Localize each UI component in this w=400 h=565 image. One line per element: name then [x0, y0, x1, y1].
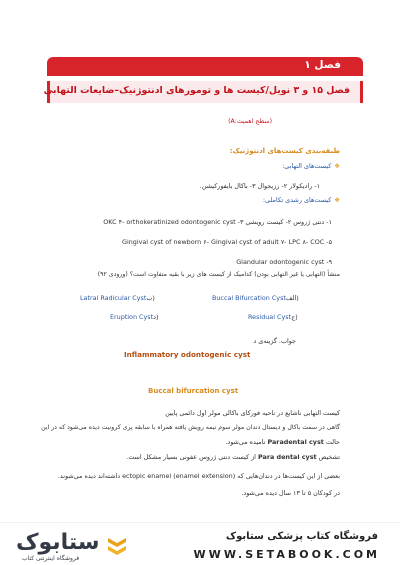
option-c-text: Residual Cyst: [248, 313, 292, 321]
option-c-label: ج): [291, 313, 298, 321]
paragraph-3-c: نامیده می‌شود.: [225, 438, 266, 446]
option-c: [248, 314, 298, 320]
paragraph-2: گاهی در سمت باکال و دیستال دندان مولر سوم نیمه رویش یافته همراه با سابقه پری کرونیت دیده می‌شود که در این: [41, 424, 340, 431]
chapter-bar: [47, 57, 363, 76]
logo-text: ستابوک: [16, 530, 100, 555]
developmental-heading-row: [263, 197, 340, 203]
diamond-bullet-icon: ❖: [334, 162, 340, 170]
answer-heading: Inflammatory odontogenic cyst: [124, 350, 251, 359]
option-d-text: Eruption Cyst: [110, 313, 154, 321]
logo-subtitle: فروشگاه اینترنتی کتاب: [22, 555, 80, 562]
dev-line-2: ۵- Gingival cyst of newborn ۶- Gingival cyst of adult ۷- LPC ۸- COC: [122, 238, 332, 246]
store-name: فروشگاه کتاب پزشکی ستابوک: [225, 531, 378, 542]
answer-label: جواب. گزینه‌ی د: [253, 337, 296, 345]
paragraph-1: کیست التهابی ناشایع در ناحیه فورکای باکالی مولر اول دائمی پایین: [165, 409, 340, 417]
option-b: [80, 295, 155, 301]
developmental-heading: کیست‌های رشدی تکاملی:: [262, 196, 332, 204]
option-a-label: الف): [285, 294, 299, 302]
bbc-heading: Buccal bifurcation cyst: [148, 387, 239, 395]
paragraph-6: در کودکان ۵ تا ۱۳ سال دیده می‌شود.: [241, 489, 340, 497]
paragraph-3-a: حالت: [325, 438, 340, 446]
dev-line-1: ۱- دنتی ژروس ۲- کیست رویشی ۳- OKC ۴- orthokeratinized odontogenic cyst: [103, 218, 332, 226]
paragraph-3: [225, 439, 340, 445]
paragraph-5: بعضی از این کیست‌ها در دندان‌هایی که ectopic enamel (enamel extension) داشته‌اند دیده می‌شوند.: [57, 472, 340, 480]
option-d-label: د): [153, 313, 159, 321]
diamond-bullet-icon: ❖: [334, 196, 340, 204]
setabook-logo[interactable]: [8, 528, 128, 564]
inflammatory-items: ۱- رادیکولار ۲- رزیجوال ۳- باکال بایفورکیشن.: [199, 182, 320, 190]
inflammatory-heading: کیست‌های التهابی:: [282, 162, 332, 170]
store-url[interactable]: WWW.SETABOOK.COM: [193, 548, 380, 561]
question-text: منشأ (التهابی یا غیر التهابی بودن) کدامیک از کیست های زیر با بقیه متفاوت است؟ (ورودی ۹۲): [97, 271, 340, 278]
chapter-label: فصل ۱: [304, 59, 341, 71]
section-heading: طبقه‌بندی کیست‌های ادنتوژنیک:: [229, 147, 340, 155]
importance-level: (سطح اهمیت:A): [228, 118, 272, 125]
dev-line-3: ۹- Glandular odontogenic cyst: [236, 258, 332, 266]
option-a-text: Buccal Bifurcation Cyst: [212, 294, 286, 302]
page-title: فصل ۱۵ و ۳ نویل/کیست ها و تومورهای ادنتوژنیک–ضایعات التهابی: [43, 85, 350, 96]
inflammatory-heading-row: [282, 163, 340, 169]
paragraph-4-c: از کیست دنتی ژروس عفونی بسیار مشکل است.: [126, 453, 256, 461]
footer-banner: [0, 522, 400, 565]
option-a: [212, 295, 299, 301]
paragraph-4-a: تشخیص: [318, 453, 340, 461]
title-box: [43, 81, 363, 103]
paragraph-3-term: Paradental cyst: [267, 438, 324, 446]
option-b-text: Latral Radicular Cyst: [80, 294, 147, 302]
paragraph-4-term: Para dental cyst: [258, 453, 317, 461]
option-d: [110, 314, 158, 320]
option-b-label: ب): [146, 294, 155, 302]
paragraph-4: [126, 454, 340, 460]
book-logo-icon: [106, 534, 128, 558]
